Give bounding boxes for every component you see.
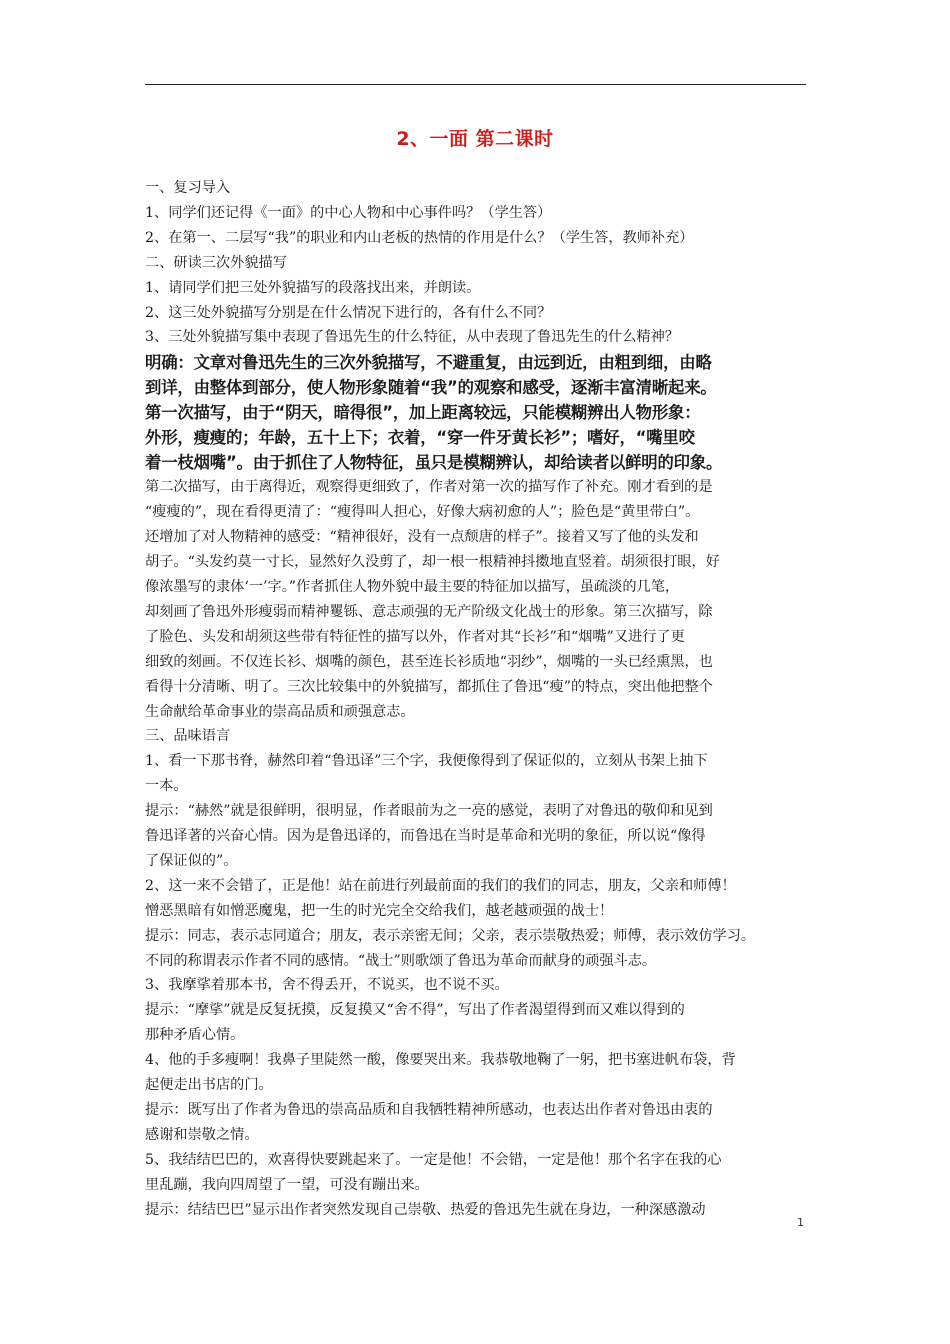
answer-line: 外形，瘦瘦的；年龄，五十上下；衣着，“穿一件牙黄长衫”；嗜好，“嘴里咬 bbox=[145, 428, 695, 448]
text-line: 看得十分清晰、明了。三次比较集中的外貌描写，都抓住了鲁迅“瘦”的特点，突出他把整个 bbox=[145, 678, 713, 695]
text-line: 胡子。“头发约莫一寸长，显然好久没剪了，却一根一根精神抖擞地直竖着。胡须很打眼，好 bbox=[145, 554, 720, 571]
text-line: 2、在第一、二层写“我”的职业和内山老板的热情的作用是什么？（学生答，教师补充） bbox=[145, 229, 694, 246]
text-line: 了脸色、头发和胡须这些带有特征性的描写以外，作者对其“长衫”和“烟嘴”又进行了更 bbox=[145, 628, 685, 645]
text-line: 那种矛盾心情。 bbox=[145, 1027, 245, 1044]
text-line: 5、我结结巴巴的，欢喜得快要跳起来了。一定是他！不会错，一定是他！那个名字在我的心 bbox=[145, 1151, 722, 1168]
text-line: 提示：同志，表示志同道合；朋友，表示亲密无间；父亲，表示崇敬热爱；师傅，表示效仿学习。 bbox=[145, 927, 756, 944]
text-line: 却刻画了鲁迅外形瘦弱而精神矍铄、意志顽强的无产阶级文化战士的形象。第三次描写，除 bbox=[145, 603, 713, 620]
text-line: 1、请同学们把三处外貌描写的段落找出来，并朗读。 bbox=[145, 279, 481, 296]
text-line: 生命献给革命事业的崇高品质和顽强意志。 bbox=[145, 703, 415, 720]
text-line: 提示：结结巴巴”显示出作者突然发现自己崇敬、热爱的鲁迅先生就在身边，一种深感激动 bbox=[145, 1201, 706, 1218]
text-line: 第二次描写，由于离得近，观察得更细致了，作者对第一次的描写作了补充。刚才看到的是 bbox=[145, 479, 713, 496]
section-heading: 三、品味语言 bbox=[145, 728, 231, 745]
text-line: 提示：“赫然”就是很鲜明，很明显，作者眼前为之一亮的感觉，表明了对鲁迅的敬仰和见到 bbox=[145, 803, 713, 820]
text-line: 了保证似的”。 bbox=[145, 852, 238, 869]
text-line: 提示：既写出了作者为鲁迅的崇高品质和自我牺牲精神所感动，也表达出作者对鲁迅由衷的 bbox=[145, 1102, 713, 1118]
answer-line: 第一次描写，由于“阴天，暗得很”，加上距离较远，只能模糊辨出人物形象： bbox=[145, 403, 701, 423]
text-line: 二、研读三次外貌描写 bbox=[145, 254, 287, 271]
answer-line: 着一枝烟嘴”。由于抓住了人物特征，虽只是模糊辨认，却给读者以鲜明的印象。 bbox=[145, 453, 723, 473]
text-line: 3、我摩挲着那本书，舍不得丢开，不说买，也不说不买。 bbox=[145, 977, 509, 994]
text-line: 不同的称谓表示作者不同的感情。“战士”则歌颂了鲁迅为革命而献身的顽强斗志。 bbox=[145, 952, 657, 969]
text-line: 一、复习导入 bbox=[145, 180, 231, 196]
text-line: 1、看一下那书脊，赫然印着“鲁迅译”三个字，我便像得到了保证似的，立刻从书架上抽下 bbox=[145, 753, 708, 770]
text-line: “瘦瘦的”，现在看得更清了：“瘦得叫人担心，好像大病初愈的人”；脸色是“黄里带白”。 bbox=[145, 504, 700, 521]
text-line: 3、三处外貌描写集中表现了鲁迅先生的什么特征，从中表现了鲁迅先生的什么精神？ bbox=[145, 329, 679, 346]
page-title: 2、一面 第二课时 bbox=[396, 128, 554, 150]
text-line: 2、这三处外貌描写分别是在什么情况下进行的，各有什么不同？ bbox=[145, 304, 552, 321]
answer-line: 明确：文章对鲁迅先生的三次外貌描写，不避重复，由远到近，由粗到细，由略 bbox=[145, 353, 712, 373]
text-line: 感谢和崇敬之情。 bbox=[145, 1126, 259, 1143]
text-line: 一本。 bbox=[145, 778, 188, 795]
text-line: 提示：“摩挲”就是反复抚摸，反复摸又“舍不得”，写出了作者渴望得到而又难以得到的 bbox=[145, 1002, 685, 1019]
text-line: 鲁迅译著的兴奋心情。因为是鲁迅译的，而鲁迅在当时是革命和光明的象征，所以说“像得 bbox=[145, 828, 706, 845]
text-line: 4、他的手多瘦啊！我鼻子里陡然一酸，像要哭出来。我恭敬地鞠了一躬，把书塞进帆布袋，背 bbox=[145, 1052, 736, 1069]
page-number: 1 bbox=[797, 1216, 804, 1229]
header-rule bbox=[145, 84, 806, 85]
text-line: 还增加了对人物精神的感受：“精神很好，没有一点颓唐的样子”。接着又写了他的头发和 bbox=[145, 529, 699, 546]
document-body bbox=[145, 176, 810, 1223]
text-line: 细致的刻画。不仅连长衫、烟嘴的颜色，甚至连长衫质地“羽纱”，烟嘴的一头已经熏黑，也 bbox=[145, 653, 713, 670]
answer-line: 到详，由整体到部分，使人物形象随着“我”的观察和感受，逐渐丰富清晰起来。 bbox=[145, 378, 717, 398]
text-line: 里乱蹦，我向四周望了一望，可没有蹦出来。 bbox=[145, 1176, 429, 1193]
text-line: 憎恶黑暗有如憎恶魔鬼，把一生的时光完全交给我们，越老越顽强的战士！ bbox=[145, 902, 614, 919]
text-line: 像浓墨写的隶体‘一’字。”作者抓住人物外貌中最主要的特征加以描写，虽疏淡的几笔， bbox=[145, 578, 680, 595]
text-line: 起便走出书店的门。 bbox=[145, 1077, 273, 1094]
text-line: 1、同学们还记得《一面》的中心人物和中心事件吗？（学生答） bbox=[145, 204, 552, 221]
text-line: 2、这一来不会错了，正是他！站在前进行列最前面的我们的我们的同志，朋友，父亲和师傅！ bbox=[145, 877, 736, 894]
